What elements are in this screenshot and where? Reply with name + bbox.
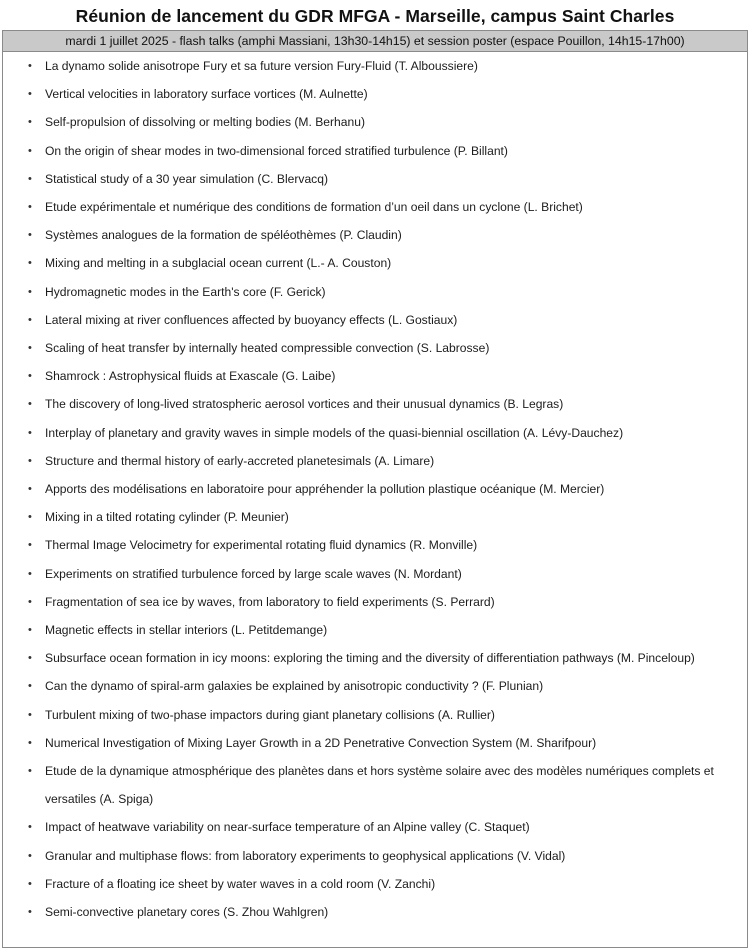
talk-item	[3, 278, 747, 306]
bullet-icon: •	[28, 511, 32, 524]
talk-item	[3, 80, 747, 108]
bullet-icon: •	[28, 680, 32, 693]
talk-title: Granular and multiphase flows: from laboratory experiments to geophysical applications (V. Vidal)	[45, 848, 566, 863]
talk-title: Turbulent mixing of two-phase impactors during giant planetary collisions (A. Rullier)	[45, 707, 495, 722]
talk-item	[3, 813, 747, 841]
talk-item	[3, 701, 747, 729]
bullet-icon: •	[28, 60, 32, 72]
bullet-icon: •	[28, 144, 32, 157]
bullet-icon: •	[28, 765, 32, 778]
talk-title: Impact of heatwave variability on near-surface temperature of an Alpine valley (C. Staquet)	[45, 820, 530, 835]
talk-title: Etude de la dynamique atmosphérique des planètes dans et hors système solaire avec des modèles numériques complets et versatiles (A. Spiga)	[45, 764, 714, 807]
talk-item	[3, 757, 747, 813]
bullet-icon: •	[28, 821, 32, 834]
talk-item	[3, 898, 747, 926]
talk-title: Apports des modélisations en laboratoire pour appréhender la pollution plastique océanique (M. Mercier)	[45, 482, 605, 497]
talk-title: Thermal Image Velocimetry for experimental rotating fluid dynamics (R. Monville)	[45, 538, 478, 553]
talk-item	[3, 672, 747, 700]
program-box	[2, 30, 748, 948]
bullet-icon: •	[28, 877, 32, 890]
bullet-icon: •	[28, 426, 32, 439]
bullet-icon: •	[28, 624, 32, 637]
talk-item	[3, 475, 747, 503]
talk-item	[3, 221, 747, 249]
bullet-icon: •	[28, 398, 32, 411]
talk-item	[3, 306, 747, 334]
talk-item	[3, 165, 747, 193]
talk-title: The discovery of long-lived stratospheric aerosol vortices and their unusual dynamics (B. Legras)	[45, 397, 564, 412]
bullet-icon: •	[28, 652, 32, 665]
talk-title: Self-propulsion of dissolving or melting bodies (M. Berhanu)	[45, 115, 365, 130]
talk-title: Numerical Investigation of Mixing Layer Growth in a 2D Penetrative Convection System (M. Sharifpour)	[45, 735, 597, 750]
talk-item	[3, 644, 747, 672]
talk-title: Semi-convective planetary cores (S. Zhou Wahlgren)	[45, 905, 329, 920]
talk-item	[3, 108, 747, 136]
bullet-icon: •	[28, 229, 32, 242]
bullet-icon: •	[28, 370, 32, 383]
talk-title: Statistical study of a 30 year simulation (C. Blervacq)	[45, 171, 328, 186]
talk-item	[3, 842, 747, 870]
bullet-icon: •	[28, 257, 32, 270]
talk-item	[3, 390, 747, 418]
talk-item	[3, 362, 747, 390]
talk-title: Magnetic effects in stellar interiors (L. Petitdemange)	[45, 623, 328, 638]
bullet-icon: •	[28, 88, 32, 101]
talk-item	[3, 419, 747, 447]
talk-title: Mixing and melting in a subglacial ocean current (L.- A. Couston)	[45, 256, 392, 271]
talk-title: Vertical velocities in laboratory surface vortices (M. Aulnette)	[45, 87, 368, 102]
talk-item	[3, 137, 747, 165]
bullet-icon: •	[28, 342, 32, 355]
bullet-icon: •	[28, 483, 32, 496]
talk-title: Fragmentation of sea ice by waves, from laboratory to field experiments (S. Perrard)	[45, 594, 495, 609]
talk-item	[3, 729, 747, 757]
talk-title: Fracture of a floating ice sheet by water waves in a cold room (V. Zanchi)	[45, 876, 436, 891]
bullet-icon: •	[28, 849, 32, 862]
talk-title: Scaling of heat transfer by internally heated compressible convection (S. Labrosse)	[45, 341, 490, 356]
talk-title: Structure and thermal history of early-accreted planetesimals (A. Limare)	[45, 453, 435, 468]
talk-title: Mixing in a tilted rotating cylinder (P. Meunier)	[45, 510, 289, 525]
talk-title: Shamrock : Astrophysical fluids at Exascale (G. Laibe)	[45, 369, 336, 384]
bullet-icon: •	[28, 313, 32, 326]
talk-title: Interplay of planetary and gravity waves in simple models of the quasi-biennial oscillation (A. Lévy-Dauchez)	[45, 425, 624, 440]
talk-title: Lateral mixing at river confluences affected by buoyancy effects (L. Gostiaux)	[45, 312, 458, 327]
bullet-icon: •	[28, 172, 32, 185]
talk-title: Subsurface ocean formation in icy moons: exploring the timing and the diversity of differentiation pathways (M. Pinceloup)	[45, 651, 695, 666]
bullet-icon: •	[28, 595, 32, 608]
talk-item	[3, 334, 747, 362]
talk-title: Can the dynamo of spiral-arm galaxies be explained by anisotropic conductivity ? (F. Plunian)	[45, 679, 544, 694]
talk-item	[3, 616, 747, 644]
bullet-icon: •	[28, 539, 32, 552]
talk-item	[3, 560, 747, 588]
talk-item	[3, 870, 747, 898]
talk-title: Systèmes analogues de la formation de spéléothèmes (P. Claudin)	[45, 228, 402, 243]
talk-title: Experiments on stratified turbulence forced by large scale waves (N. Mordant)	[45, 566, 462, 581]
bullet-icon: •	[28, 736, 32, 749]
talk-item	[3, 249, 747, 277]
talk-item	[3, 193, 747, 221]
talk-item	[3, 52, 747, 80]
talk-item	[3, 588, 747, 616]
bullet-icon: •	[28, 201, 32, 214]
talk-item	[3, 531, 747, 559]
bullet-icon: •	[28, 567, 32, 580]
talk-title: On the origin of shear modes in two-dimensional forced stratified turbulence (P. Billant)	[45, 143, 508, 158]
session-subtitle: mardi 1 juillet 2025 - flash talks (amphi Massiani, 13h30-14h15) et session poster (espace Pouillon, 14h15-17h00)	[3, 31, 747, 52]
bullet-icon: •	[28, 285, 32, 298]
talk-item	[3, 447, 747, 475]
talk-title: La dynamo solide anisotrope Fury et sa future version Fury-Fluid (T. Alboussiere)	[45, 59, 478, 73]
bullet-icon: •	[28, 116, 32, 129]
talk-title: Hydromagnetic modes in the Earth's core (F. Gerick)	[45, 284, 326, 299]
talk-title: Etude expérimentale et numérique des conditions de formation d’un oeil dans un cyclone (L. Brichet)	[45, 200, 583, 215]
page-title: Réunion de lancement du GDR MFGA - Marseille, campus Saint Charles	[75, 6, 675, 26]
bullet-icon: •	[28, 708, 32, 721]
bullet-icon: •	[28, 906, 32, 919]
bullet-icon: •	[28, 454, 32, 467]
talk-item	[3, 503, 747, 531]
talk-list	[3, 52, 747, 926]
